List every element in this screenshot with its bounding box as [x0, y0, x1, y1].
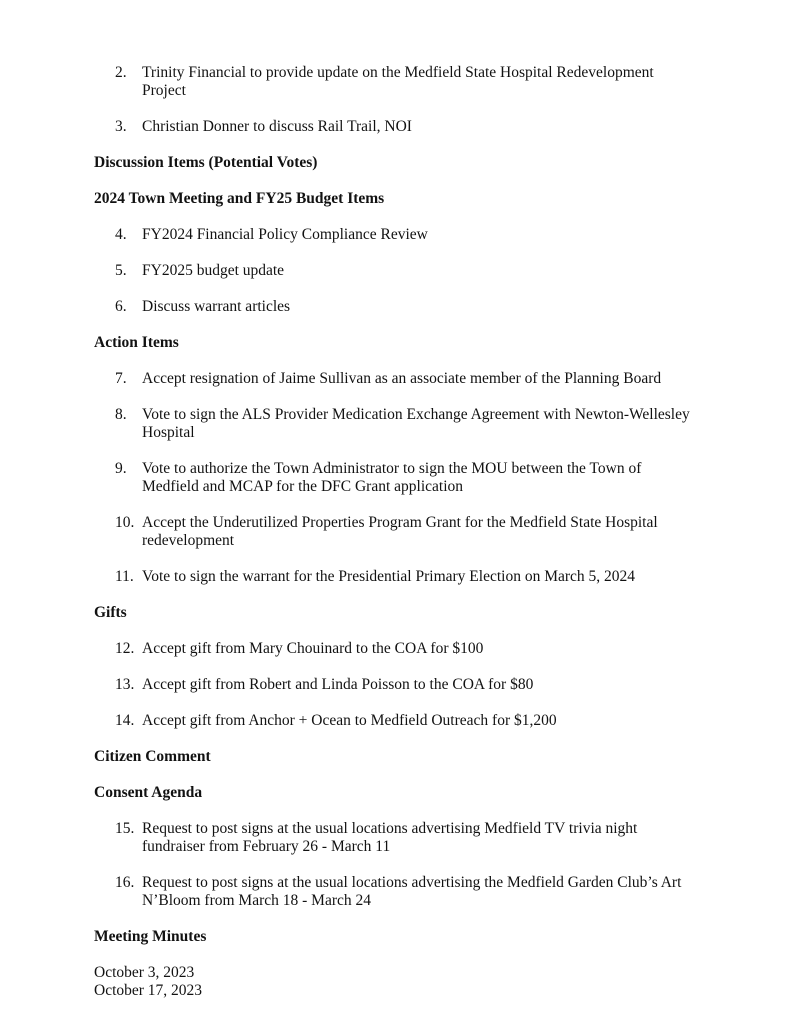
- section-heading-action-items: Action Items: [94, 334, 179, 351]
- list-text: Vote to authorize the Town Administrator to sign the MOU between the Town of Medfield and MCAP for the DFC Grant application: [142, 460, 642, 495]
- list-text: Accept gift from Mary Chouinard to the COA for $100: [142, 640, 484, 657]
- agenda-item-7: [94, 370, 697, 388]
- agenda-item-8: [94, 406, 697, 442]
- list-text: FY2025 budget update: [142, 262, 285, 279]
- agenda-item-14: [94, 712, 697, 730]
- section-heading-meeting-minutes: Meeting Minutes: [94, 928, 207, 945]
- list-text: Request to post signs at the usual locations advertising Medfield TV trivia night fundraiser from February 26 - March 11: [142, 820, 638, 855]
- list-number: 9.: [115, 460, 127, 477]
- list-number: 2.: [115, 64, 127, 81]
- list-number: 11.: [115, 568, 134, 585]
- list-text: Trinity Financial to provide update on the Medfield State Hospital Redevelopment Project: [142, 64, 654, 99]
- list-number: 6.: [115, 298, 127, 315]
- list-text: Discuss warrant articles: [142, 298, 291, 315]
- agenda-item-15: [94, 820, 697, 856]
- list-number: 14.: [115, 712, 135, 729]
- agenda-item-5: [94, 262, 697, 280]
- section-heading-citizen-comment: Citizen Comment: [94, 748, 211, 765]
- agenda-item-3: [94, 118, 697, 136]
- agenda-item-9: [94, 460, 697, 496]
- list-text: Christian Donner to discuss Rail Trail, NOI: [142, 118, 412, 135]
- meeting-minutes-date-1: October 3, 2023: [94, 964, 195, 981]
- list-number: 7.: [115, 370, 127, 387]
- list-number: 15.: [115, 820, 135, 837]
- agenda-item-6: [94, 298, 697, 316]
- agenda-item-4: [94, 226, 697, 244]
- list-number: 16.: [115, 874, 135, 891]
- list-text: Accept resignation of Jaime Sullivan as an associate member of the Planning Board: [142, 370, 662, 387]
- list-text: Accept the Underutilized Properties Program Grant for the Medfield State Hospital redevelopment: [142, 514, 658, 549]
- list-text: Accept gift from Robert and Linda Poisson to the COA for $80: [142, 676, 534, 693]
- section-heading-gifts: Gifts: [94, 604, 127, 621]
- section-heading-consent-agenda: Consent Agenda: [94, 784, 203, 801]
- list-text: Vote to sign the ALS Provider Medication Exchange Agreement with Newton-Wellesley Hospital: [142, 406, 690, 441]
- agenda-item-2: [94, 64, 697, 100]
- list-text: Vote to sign the warrant for the Presidential Primary Election on March 5, 2024: [142, 568, 636, 585]
- list-number: 5.: [115, 262, 127, 279]
- list-number: 13.: [115, 676, 135, 693]
- list-number: 3.: [115, 118, 127, 135]
- list-text: FY2024 Financial Policy Compliance Review: [142, 226, 428, 243]
- meeting-minutes-date-2: October 17, 2023: [94, 982, 203, 999]
- section-heading-2024-town-meeting: 2024 Town Meeting and FY25 Budget Items: [94, 190, 385, 207]
- list-text: Accept gift from Anchor + Ocean to Medfield Outreach for $1,200: [142, 712, 557, 729]
- list-number: 10.: [115, 514, 135, 531]
- list-number: 12.: [115, 640, 135, 657]
- list-text: Request to post signs at the usual locations advertising the Medfield Garden Club’s Art N’Bloom from March 18 - March 24: [142, 874, 682, 909]
- agenda-item-13: [94, 676, 697, 694]
- list-number: 4.: [115, 226, 127, 243]
- list-number: 8.: [115, 406, 127, 423]
- agenda-item-10: [94, 514, 697, 550]
- section-heading-discussion-items: Discussion Items (Potential Votes): [94, 154, 318, 171]
- agenda-item-12: [94, 640, 697, 658]
- agenda-item-16: [94, 874, 697, 910]
- agenda-item-11: [94, 568, 697, 586]
